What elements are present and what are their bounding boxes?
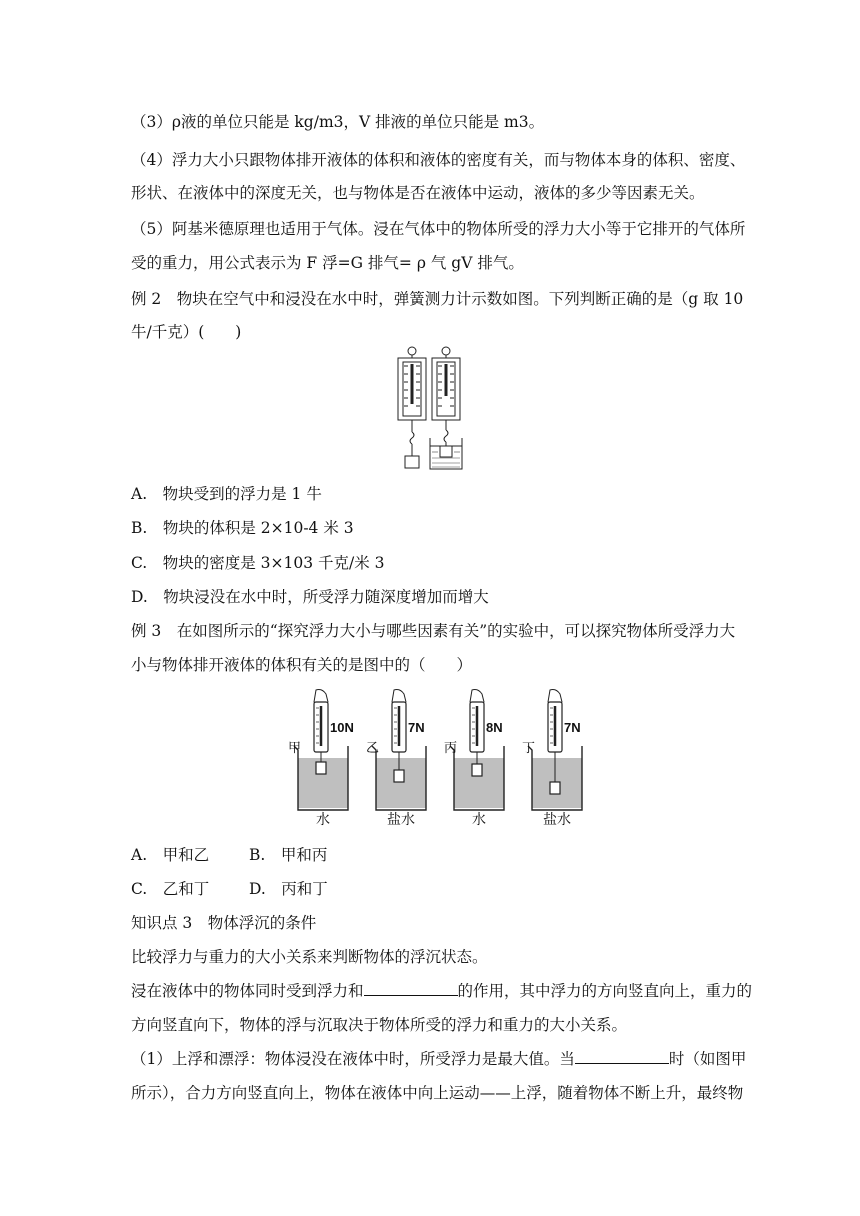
paragraph-archimedes-gas-1: （5）阿基米德原理也适用于气体。浸在气体中的物体所受的浮力大小等于它排开的气体所 [131,220,746,238]
example-2-question-1: 例 2 物块在空气中和浸没在水中时，弹簧测力计示数如图。下列判断正确的是（g 取 10 [131,290,744,308]
paragraph-buoyancy-factors-2: 形状、在液体中的深度无关，也与物体是否在液体中运动，液体的多少等因素无关。 [131,184,705,202]
paragraph-floating-condition-cont: 所示），合力方向竖直向上，物体在液体中向上运动——上浮，随着物体不断上升，最终物 [131,1084,744,1102]
example-3-question-1: 例 3 在如图所示的“探究浮力大小与哪些因素有关”的实验中，可以探究物体所受浮力大 [131,622,736,640]
example-2-option-a: A. 物块受到的浮力是 1 牛 [131,485,322,503]
object-block [472,764,482,776]
panel-name: 丁 [522,741,536,756]
example-3-option-c: C. 乙和丁 [131,880,210,898]
liquid-fill [376,758,426,808]
object-block [550,782,560,794]
scale-reading: 8N [486,720,503,735]
object-block [316,762,326,774]
experiment-panel [522,690,582,829]
example-3-option-d: D. 丙和丁 [249,880,328,898]
liquid-label: 盐水 [543,812,571,828]
scale-reading: 7N [408,720,425,735]
example-3-option-b: B. 甲和丙 [249,846,328,864]
paragraph-forces-fill-blank [131,981,752,1001]
paragraph-floating-condition [131,1049,746,1069]
text-segment: 时（如图甲 [668,1050,747,1068]
experiment-panel [288,690,354,829]
section-heading-float-sink: 知识点 3 物体浮沉的条件 [131,914,317,932]
text-segment: （1）上浮和漂浮：物体浸没在液体中时，所受浮力是最大值。当 [131,1050,575,1068]
example-2-option-d: D. 物块浸没在水中时，所受浮力随深度增加而增大 [131,588,489,606]
experiment-panel [444,690,504,829]
example-3-question-2: 小与物体排开液体的体积有关的是图中的（ ） [131,656,473,674]
object-block [394,770,404,782]
liquid-label: 水 [472,812,486,828]
paragraph-compare-forces: 比较浮力与重力的大小关系来判断物体的浮沉状态。 [131,948,488,966]
panel-name: 甲 [288,741,302,756]
text-segment: 浸在液体中的物体同时受到浮力和 [131,982,364,1000]
example-2-option-b: B. 物块的体积是 2×10-4 米 3 [131,519,354,537]
paragraph-archimedes-gas-2: 受的重力，用公式表示为 F 浮=G 排气= ρ 气 gV 排气。 [131,254,524,272]
liquid-label: 盐水 [387,812,415,828]
fill-in-blank [364,981,458,996]
scale-reading: 7N [564,720,581,735]
text-segment: 的作用，其中浮力的方向竖直向上，重力的 [457,982,753,1000]
liquid-label: 水 [316,812,330,828]
example-2-question-2: 牛/千克）( ) [131,323,242,341]
panel-name: 丙 [444,741,458,756]
paragraph-buoyancy-factors-1: （4）浮力大小只跟物体排开液体的体积和液体的密度有关，而与物体本身的体积、密度、 [131,151,746,169]
experiment-panel [366,690,426,829]
buoyancy-experiment-figure [290,688,590,828]
example-3-option-a: A. 甲和乙 [131,846,210,864]
fill-in-blank [575,1049,669,1064]
example-2-option-c: C. 物块的密度是 3×103 千克/米 3 [131,554,385,572]
scale-reading: 10N [330,720,354,735]
panel-name: 乙 [366,741,380,756]
spring-scale-figure [392,346,472,470]
paragraph-force-directions: 方向竖直向下，物体的浮与沉取决于物体所受的浮力和重力的大小关系。 [131,1016,628,1034]
paragraph-unit-note: （3）ρ液的单位只能是 kg/m3，V 排液的单位只能是 m3。 [131,113,545,131]
